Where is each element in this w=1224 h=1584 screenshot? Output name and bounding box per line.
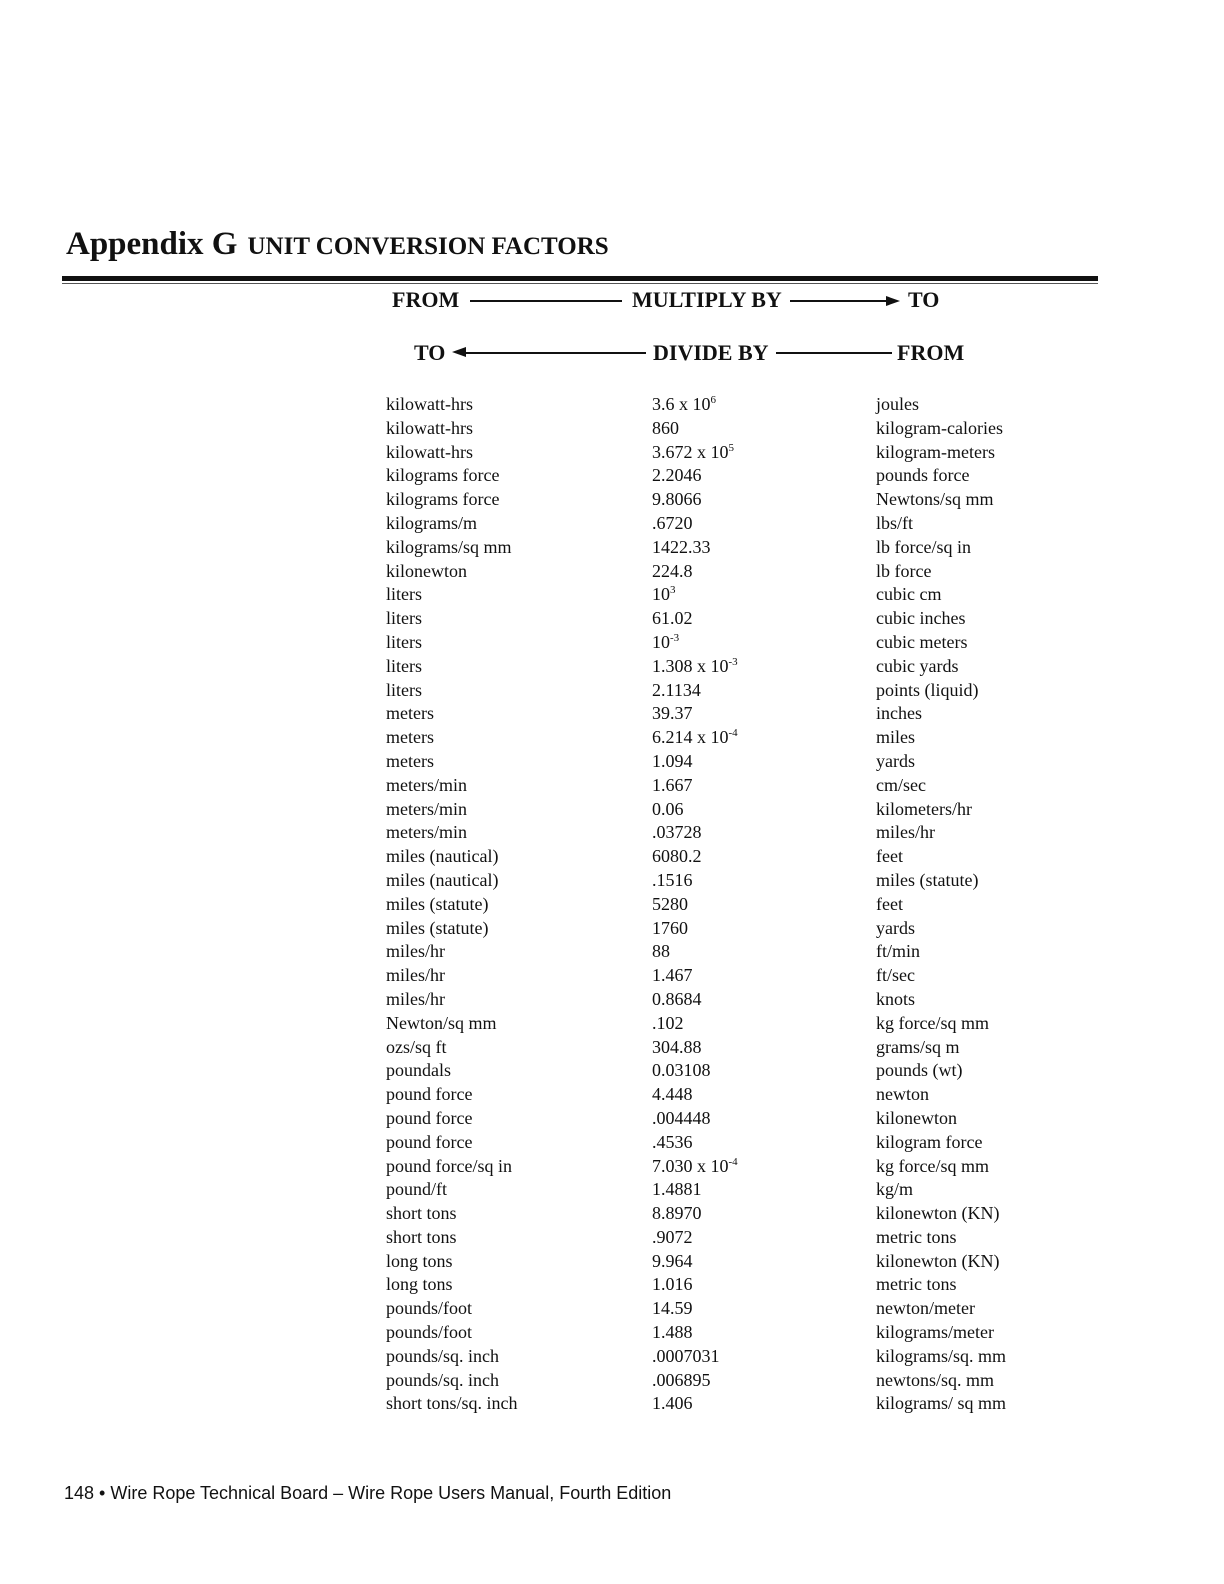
to-unit: kilonewton (876, 1107, 957, 1128)
title-rule (62, 276, 1098, 281)
factor-value: 1.094 (652, 750, 693, 771)
page-footer: 148 • Wire Rope Technical Board – Wire Rope Users Manual, Fourth Edition (64, 1483, 672, 1503)
factor-value: 1.667 (652, 774, 693, 795)
factor-value: 8.8970 (652, 1203, 702, 1224)
from-unit: pound/ft (386, 1179, 447, 1200)
from-unit: meters/min (386, 774, 467, 795)
factor-cell (652, 1321, 693, 1345)
factor-cell (652, 1226, 693, 1250)
to-unit: cubic meters (876, 631, 968, 652)
table-row (386, 702, 1086, 726)
table-row (386, 798, 1086, 822)
factor-value: .4536 (652, 1131, 693, 1152)
to-unit: kilometers/hr (876, 798, 972, 819)
table-row (386, 1321, 1086, 1345)
from-unit: kilonewton (386, 560, 467, 581)
factor-cell (652, 464, 702, 488)
header-line-1b (790, 300, 890, 302)
factor-cell (652, 1273, 693, 1297)
arrow-right-icon (886, 296, 900, 306)
factor-value: 39.37 (652, 703, 693, 724)
table-row (386, 726, 1086, 750)
header-to-2: TO (414, 340, 446, 365)
from-unit: meters (386, 727, 434, 748)
from-unit: pound force (386, 1131, 473, 1152)
factor-value: 1.308 x 10 (652, 655, 729, 676)
factor-cell (652, 845, 702, 869)
table-row (386, 631, 1086, 655)
factor-value: 10 (652, 631, 670, 652)
header-line-2b (776, 352, 892, 354)
from-unit: miles/hr (386, 941, 445, 962)
to-unit: grams/sq m (876, 1036, 960, 1057)
from-unit: poundals (386, 1060, 451, 1081)
table-row (386, 869, 1086, 893)
to-unit: miles/hr (876, 822, 935, 843)
factor-cell (652, 1202, 702, 1226)
table-row (386, 821, 1086, 845)
factor-cell (652, 821, 702, 845)
factor-value: 0.06 (652, 798, 684, 819)
factor-cell (652, 1250, 693, 1274)
to-unit: newtons/sq. mm (876, 1369, 995, 1390)
table-row (386, 560, 1086, 584)
factor-exponent: 3 (670, 584, 676, 597)
factor-value: 304.88 (652, 1036, 702, 1057)
from-unit: pounds/sq. inch (386, 1345, 500, 1366)
from-unit: liters (386, 584, 422, 605)
to-unit: cubic inches (876, 608, 966, 629)
table-row (386, 893, 1086, 917)
from-unit: Newton/sq mm (386, 1012, 497, 1033)
factor-cell (652, 1036, 702, 1060)
table-row (386, 940, 1086, 964)
to-unit: knots (876, 988, 916, 1009)
to-unit: cubic cm (876, 584, 942, 605)
factor-value: .006895 (652, 1369, 711, 1390)
from-unit: miles (statute) (386, 893, 489, 914)
table-row (386, 488, 1086, 512)
factor-cell (652, 679, 701, 703)
factor-value: 2.1134 (652, 679, 701, 700)
factor-cell (652, 726, 738, 750)
header-from-2: FROM (897, 340, 965, 365)
from-unit: meters (386, 750, 434, 771)
appendix-label: Appendix G (66, 226, 238, 262)
factor-cell (652, 417, 679, 441)
from-unit: meters/min (386, 822, 467, 843)
to-unit: kilograms/meter (876, 1322, 994, 1343)
factor-cell (652, 441, 734, 465)
header-from: FROM (392, 287, 460, 312)
to-unit: cm/sec (876, 774, 926, 795)
header-divide-by: DIVIDE BY (653, 340, 769, 365)
factor-exponent: -3 (728, 655, 738, 668)
factor-cell (652, 536, 711, 560)
from-unit: kilograms/sq mm (386, 536, 512, 557)
to-unit: yards (876, 750, 915, 771)
factor-cell (652, 893, 688, 917)
table-row (386, 393, 1086, 417)
table-row (386, 1107, 1086, 1131)
factor-exponent: -3 (670, 631, 680, 644)
table-row (386, 1297, 1086, 1321)
factor-cell (652, 393, 716, 417)
from-unit: miles/hr (386, 988, 445, 1009)
factor-value: 2.2046 (652, 465, 702, 486)
to-unit: kg/m (876, 1179, 914, 1200)
factor-cell (652, 917, 688, 941)
table-row (386, 1178, 1086, 1202)
to-unit: cubic yards (876, 655, 959, 676)
header-line-2a (462, 352, 646, 354)
table-row (386, 655, 1086, 679)
to-unit: metric tons (876, 1226, 957, 1247)
to-unit: metric tons (876, 1274, 957, 1295)
table-row (386, 917, 1086, 941)
from-unit: kilowatt-hrs (386, 394, 473, 414)
to-unit: kilogram force (876, 1131, 983, 1152)
to-unit: kilogram-calories (876, 417, 1003, 438)
to-unit: inches (876, 703, 922, 724)
factor-cell (652, 1131, 693, 1155)
from-unit: short tons/sq. inch (386, 1393, 518, 1414)
table-row (386, 1273, 1086, 1297)
table-row (386, 512, 1086, 536)
table-row (386, 679, 1086, 703)
conversion-table (386, 393, 1086, 1416)
from-unit: long tons (386, 1274, 453, 1295)
factor-value: .9072 (652, 1226, 693, 1247)
factor-cell (652, 940, 670, 964)
factor-cell (652, 964, 693, 988)
from-unit: liters (386, 655, 422, 676)
table-row (386, 1036, 1086, 1060)
factor-cell (652, 1155, 738, 1179)
to-unit: kilograms/ sq mm (876, 1393, 1006, 1414)
table-row (386, 1345, 1086, 1369)
to-unit: pounds force (876, 465, 970, 486)
factor-value: 5280 (652, 893, 688, 914)
from-unit: pounds/foot (386, 1298, 473, 1319)
to-unit: points (liquid) (876, 679, 979, 700)
factor-cell (652, 1369, 711, 1393)
from-unit: miles/hr (386, 965, 445, 986)
table-row (386, 845, 1086, 869)
factor-value: 61.02 (652, 608, 693, 629)
factor-cell (652, 1345, 720, 1369)
factor-value: 1422.33 (652, 536, 711, 557)
from-unit: kilowatt-hrs (386, 417, 473, 438)
to-unit: yards (876, 917, 915, 938)
to-unit: newton (876, 1084, 929, 1105)
title-rule-thin (62, 283, 1098, 284)
to-unit: pounds (wt) (876, 1060, 963, 1081)
from-unit: liters (386, 679, 422, 700)
table-row (386, 774, 1086, 798)
factor-exponent: 5 (728, 441, 734, 454)
from-unit: pound force/sq in (386, 1155, 512, 1176)
factor-value: 3.6 x 10 (652, 394, 711, 414)
factor-value: 14.59 (652, 1298, 693, 1319)
factor-exponent: -4 (728, 1155, 738, 1168)
factor-value: 7.030 x 10 (652, 1155, 729, 1176)
table-row (386, 1226, 1086, 1250)
from-unit: meters/min (386, 798, 467, 819)
from-unit: pounds/sq. inch (386, 1369, 500, 1390)
to-unit: Newtons/sq mm (876, 489, 994, 510)
to-unit: lb force (876, 560, 932, 581)
from-unit: miles (nautical) (386, 846, 499, 867)
to-unit: lb force/sq in (876, 536, 971, 557)
factor-exponent: 6 (710, 394, 716, 406)
table-row (386, 964, 1086, 988)
table-row (386, 441, 1086, 465)
from-unit: pound force (386, 1084, 473, 1105)
factor-cell (652, 1178, 702, 1202)
factor-value: .0007031 (652, 1345, 720, 1366)
header-line-1a (470, 300, 622, 302)
from-unit: liters (386, 608, 422, 629)
table-row (386, 1155, 1086, 1179)
from-unit: long tons (386, 1250, 453, 1271)
factor-value: 10 (652, 584, 670, 605)
to-unit: ft/sec (876, 965, 915, 986)
factor-value: 1.016 (652, 1274, 693, 1295)
table-row (386, 1131, 1086, 1155)
factor-cell (652, 702, 693, 726)
page-title (66, 228, 609, 261)
table-row (386, 1202, 1086, 1226)
factor-value: 9.964 (652, 1250, 693, 1271)
factor-value: 0.03108 (652, 1060, 711, 1081)
factor-value: 4.448 (652, 1084, 693, 1105)
table-row (386, 1059, 1086, 1083)
to-unit: miles (876, 727, 915, 748)
header-multiply-by: MULTIPLY BY (632, 287, 782, 312)
from-unit: miles (nautical) (386, 869, 499, 890)
factor-cell (652, 631, 679, 655)
to-unit: feet (876, 846, 903, 867)
table-row (386, 750, 1086, 774)
factor-cell (652, 607, 693, 631)
table-row (386, 1392, 1086, 1416)
table-row (386, 536, 1086, 560)
factor-value: 1.488 (652, 1322, 693, 1343)
factor-cell (652, 774, 693, 798)
table-row (386, 1012, 1086, 1036)
table-row (386, 607, 1086, 631)
from-unit: kilograms/m (386, 512, 477, 533)
factor-cell (652, 869, 693, 893)
factor-value: .1516 (652, 869, 693, 890)
to-unit: kg force/sq mm (876, 1012, 989, 1033)
from-unit: pound force (386, 1107, 473, 1128)
table-row (386, 1250, 1086, 1274)
factor-value: 6080.2 (652, 846, 702, 867)
from-unit: meters (386, 703, 434, 724)
factor-cell (652, 583, 676, 607)
factor-value: .004448 (652, 1107, 711, 1128)
from-unit: ozs/sq ft (386, 1036, 447, 1057)
factor-cell (652, 1059, 711, 1083)
factor-cell (652, 1107, 711, 1131)
to-unit: ft/min (876, 941, 920, 962)
to-unit: kilograms/sq. mm (876, 1345, 1006, 1366)
table-row (386, 464, 1086, 488)
factor-cell (652, 1392, 693, 1416)
from-unit: short tons (386, 1203, 457, 1224)
to-unit: kilogram-meters (876, 441, 995, 462)
header-to: TO (908, 287, 940, 312)
from-unit: kilograms force (386, 489, 500, 510)
factor-value: 88 (652, 941, 670, 962)
factor-value: .6720 (652, 512, 693, 533)
factor-cell (652, 655, 738, 679)
factor-value: 860 (652, 417, 679, 438)
table-row (386, 417, 1086, 441)
to-unit: lbs/ft (876, 512, 914, 533)
to-unit: miles (statute) (876, 869, 979, 890)
factor-value: 9.8066 (652, 489, 702, 510)
factor-value: .102 (652, 1012, 684, 1033)
factor-value: 1.467 (652, 965, 693, 986)
factor-cell (652, 1297, 693, 1321)
from-unit: short tons (386, 1226, 457, 1247)
factor-value: 6.214 x 10 (652, 727, 729, 748)
to-unit: kg force/sq mm (876, 1155, 989, 1176)
factor-cell (652, 512, 693, 536)
factor-value: 224.8 (652, 560, 693, 581)
to-unit: newton/meter (876, 1298, 975, 1319)
factor-exponent: -4 (728, 727, 738, 740)
factor-cell (652, 798, 684, 822)
to-unit: kilonewton (KN) (876, 1250, 1000, 1271)
factor-value: 1.406 (652, 1393, 693, 1414)
factor-value: .03728 (652, 822, 702, 843)
table-row (386, 1083, 1086, 1107)
from-unit: liters (386, 631, 422, 652)
factor-cell (652, 988, 702, 1012)
factor-cell (652, 1012, 684, 1036)
to-unit: kilonewton (KN) (876, 1203, 1000, 1224)
factor-cell (652, 488, 702, 512)
factor-value: 3.672 x 10 (652, 441, 729, 462)
factor-value: 1.4881 (652, 1179, 702, 1200)
factor-cell (652, 560, 693, 584)
from-unit: pounds/foot (386, 1322, 473, 1343)
factor-value: 1760 (652, 917, 688, 938)
factor-cell (652, 1083, 693, 1107)
from-unit: kilograms force (386, 465, 500, 486)
factor-value: 0.8684 (652, 988, 702, 1009)
factor-cell (652, 750, 693, 774)
table-row (386, 1369, 1086, 1393)
from-unit: kilowatt-hrs (386, 441, 473, 462)
from-unit: miles (statute) (386, 917, 489, 938)
to-unit: feet (876, 893, 903, 914)
table-row (386, 988, 1086, 1012)
table-row (386, 583, 1086, 607)
to-unit: joules (876, 394, 919, 414)
section-title: UNIT CONVERSION FACTORS (247, 233, 609, 260)
